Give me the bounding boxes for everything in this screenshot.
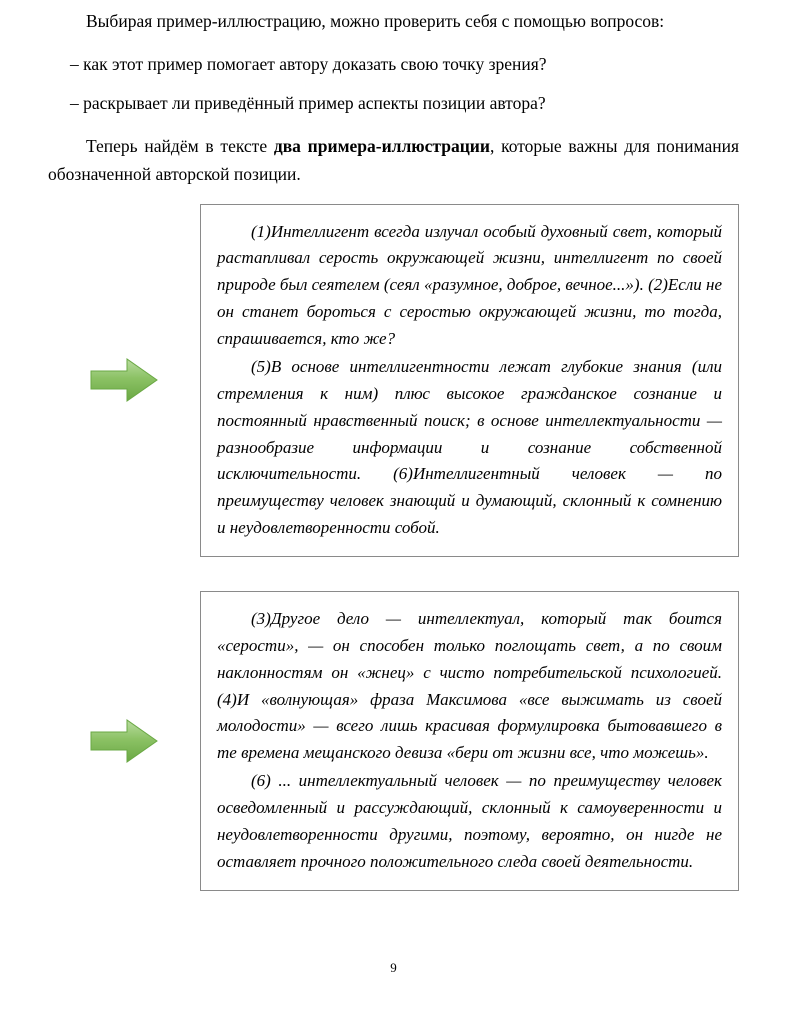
spacer	[48, 35, 739, 51]
question-bullet-2: – раскрывает ли приведённый пример аспекты позиции автора?	[70, 93, 546, 114]
intro-paragraph-1: Выбирая пример-иллюстрацию, можно проверить себя с помощью вопросов:	[86, 11, 665, 31]
quote-paragraph: (5)В основе интеллигентности лежат глубокие знания (или стремления к ним) плюс высокое гражданское сознание и постоянный нравственный поиск; в основе интеллектуальности — разнообразие информации и сознание собственной исключительности. (6)Интеллигентный человек — по преимуществу человек знающий и думающий, склонный к сомнению и неудовлетворенности собой.	[217, 356, 722, 538]
green-right-arrow-icon	[89, 718, 159, 764]
quote-paragraph: (3)Другое дело — интеллектуал, который так боится «серости», — он способен только поглощать свет, а по своим наклонностям он «жнец» с чисто потребительской психологией. (4)И «волнующая» фраза Максимова «все выжимать из своей молодости» — всего лишь красивая формулировка бытовавшего в те времена мещанского девиза «бери от жизни все, что можешь».	[217, 608, 722, 763]
intro-paragraph-2-emphasis: два примера-иллюстрации	[273, 136, 490, 157]
intro-paragraph-2	[48, 133, 739, 187]
arrow-cell-1	[48, 357, 200, 403]
spacer	[48, 117, 739, 133]
page-number: 9	[390, 960, 397, 975]
quote-paragraph: (1)Интеллигент всегда излучал особый духовный свет, который растапливал серость окружающей жизни, интеллигент по своей природе был сеятелем (сеял «разумное, доброе, вечное...»). (2)Если не он станет бороться с серостью окружающей жизни, то тогда, спрашивается, кто же?	[217, 221, 722, 349]
quote-block-1	[48, 204, 739, 557]
intro-paragraph-2-lead: Теперь найдём в тексте	[86, 136, 274, 157]
arrow-cell-2	[48, 718, 200, 764]
spacer	[48, 78, 739, 90]
quote-box-2	[200, 591, 739, 891]
intro-paragraph-2-tail: , которые важны для понимания обозначенной авторской позиции.	[48, 136, 739, 184]
quote-box-1	[200, 204, 739, 557]
quote-block-2	[48, 591, 739, 891]
quote-paragraph: (6) ... интеллектуальный человек — по преимуществу человек осведомленный и рассуждающий, склонный к самоуверенности и неудовлетворенности другими, поэтому, вероятно, он нигде не оставляет прочного положительного следа своей деятельности.	[217, 771, 722, 871]
question-bullet-1: – как этот пример помогает автору доказать свою точку зрения?	[70, 54, 547, 75]
green-right-arrow-icon	[89, 357, 159, 403]
